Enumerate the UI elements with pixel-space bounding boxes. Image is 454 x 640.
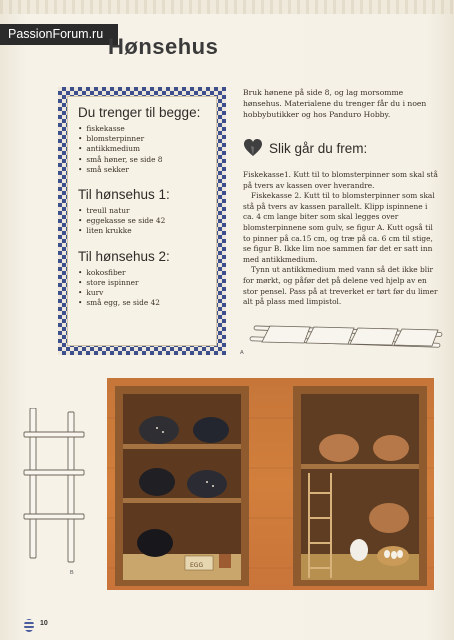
heart-icon <box>243 138 263 158</box>
list-item: • fiskekasse <box>78 124 206 134</box>
list-item: • eggekasse se side 42 <box>78 216 206 226</box>
list-item: • blomsterpinner <box>78 134 206 144</box>
list-item: • små egg, se side 42 <box>78 298 206 308</box>
house1-list <box>78 206 206 237</box>
figure-b-label: B <box>70 570 74 576</box>
house2-list <box>78 268 206 309</box>
figure-b-ladder-illustration <box>22 408 88 568</box>
list-item: • antikkmedium <box>78 144 206 154</box>
page-number: 10 <box>40 620 48 627</box>
instruction-paragraph: Fiskekasse 2. Kutt til to blomsterpinner som skal stå på tvers av kassen parallelt. Klipp ispinnene i ca. 4 cm lange biter som skal legges over blomsterpinnene som gulv, se figur A. Kutt også til to pinner på ca.15 cm, og træ på ca. 6 cm til stige, se figur B. Ikke lim noe sammen før det er satt inn med antikkmedium. <box>243 191 435 264</box>
list-item: • små høner, se side 8 <box>78 155 206 165</box>
how-to-heading <box>243 138 367 158</box>
house2-heading: Til hønsehus 2: <box>78 248 170 264</box>
page-title: Hønsehus <box>108 34 219 59</box>
top-decorative-strip <box>0 0 454 14</box>
instructions <box>243 170 439 308</box>
egg-crate-label: EGG <box>190 562 204 569</box>
list-item: • kurv <box>78 288 206 298</box>
photo-illustration <box>107 378 434 590</box>
list-item: • treull natur <box>78 206 206 216</box>
egg-icon <box>24 619 34 632</box>
list-item: • kokosfiber <box>78 268 206 278</box>
intro-text: Bruk hønene på side 8, og lag morsomme hønsehus. Materialene du trenger får du i noen hobbybutikker og hos Panduro Hobby. <box>243 88 427 119</box>
figure-a-illustration <box>234 320 444 360</box>
materials-box-content <box>67 96 217 346</box>
house1-heading: Til hønsehus 1: <box>78 187 170 203</box>
figure-a-label: A <box>240 350 244 356</box>
site-watermark[interactable]: PassionForum.ru <box>0 24 118 45</box>
both-list <box>78 124 206 175</box>
list-item: • store ispinner <box>78 278 206 288</box>
list-item: • liten krukke <box>78 226 206 236</box>
list-item: • små sekker <box>78 165 206 175</box>
materials-box <box>58 87 226 355</box>
instruction-paragraph: Fiskekasse1. Kutt til to blomsterpinner som skal stå på tvers av kassen over hverandre. <box>243 170 438 190</box>
how-heading-label: Slik går du frem: <box>269 140 368 156</box>
hen-houses-photo <box>107 378 434 590</box>
instruction-paragraph: Tynn ut antikkmedium med vann så det ikke blir for mørkt, og påfør det på delene ved hjelp av en stor pensel. Pass på at treverket er tørt før du limer alt på plass med limpistol. <box>243 265 438 307</box>
both-heading: Du trenger til begge: <box>78 105 201 120</box>
